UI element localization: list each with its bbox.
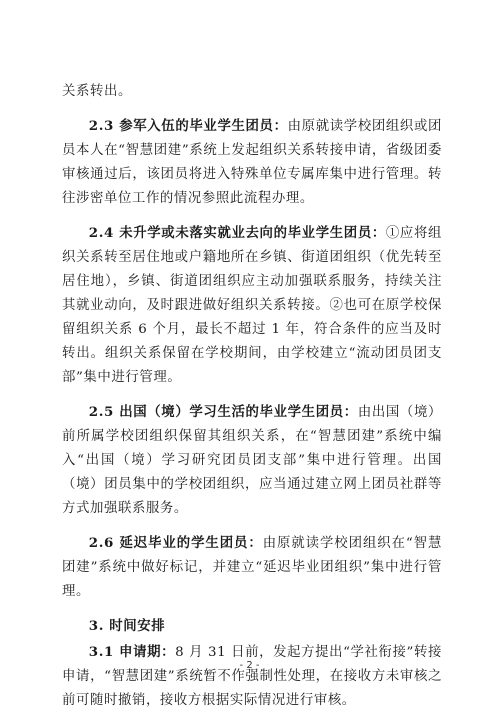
paragraph-text: 由出国（境）前所属学校团组织保留其组织关系，在“智慧团建”系统中编入“出国（境）学习研究团员团支部”集中进行管理。出国（境）团员集中的学校团组织，应当通过建立网上团员社群等方式加强联系服务。 (62, 405, 442, 516)
paragraph-text: 8 月 31 日前，发起方提出“学社衔接”转接申请，“智慧团建”系统暂不作强制性处理，在接收方未审核之前可随时撤销，接收方根据实际情况进行审核。 (62, 645, 442, 708)
page-number: - 2 - (239, 660, 260, 671)
paragraph-2-5 (62, 400, 442, 521)
paragraph-lead: 2.5 出国（境）学习生活的毕业学生团员： (88, 404, 358, 420)
paragraph-lead: 2.4 未升学或未落实就业去向的毕业学生团员： (88, 225, 386, 241)
paragraph-3-1 (62, 640, 442, 713)
paragraph-text: ①应将组织关系转至居住地或户籍地所在乡镇、街道团组织（优先转至居住地），乡镇、街道团组织应主动加强联系服务，持续关注其就业动向，及时跟进做好组织关系转接。②也可在原学校保留组织关系 6 个月，最长不超过 1 年，符合条件的应当及时转出。组织关系保留在学校期间，由学校建立“流动团员团支部”集中进行管理。 (62, 226, 442, 385)
paragraph-lead: 2.3 参军入伍的毕业学生团员： (88, 118, 288, 134)
paragraph-text: 关系转出。 (62, 84, 132, 99)
paragraph-text: 由原就读学校团组织或团员本人在“智慧团建”系统上发起组织关系转接申请，省级团委审核通过后，该团员将进入特殊单位专属库集中进行管理。转往涉密单位工作的情况参照此流程办理。 (62, 119, 442, 206)
paragraph-lead: 3.1 申请期： (88, 644, 176, 660)
paragraph-lead: 2.6 延迟毕业的学生团员： (88, 535, 263, 551)
paragraph-text: 由原就读学校团组织在“智慧团建”系统中做好标记，并建立“延迟毕业团组织”集中进行管理。 (62, 536, 442, 599)
document-body (62, 80, 442, 723)
paragraph-2-3 (62, 114, 442, 211)
section-heading-3: 3. 时间安排 (88, 618, 166, 634)
paragraph-fragment (62, 80, 442, 104)
paragraph-2-4 (62, 221, 442, 390)
paragraph-2-6 (62, 531, 442, 604)
